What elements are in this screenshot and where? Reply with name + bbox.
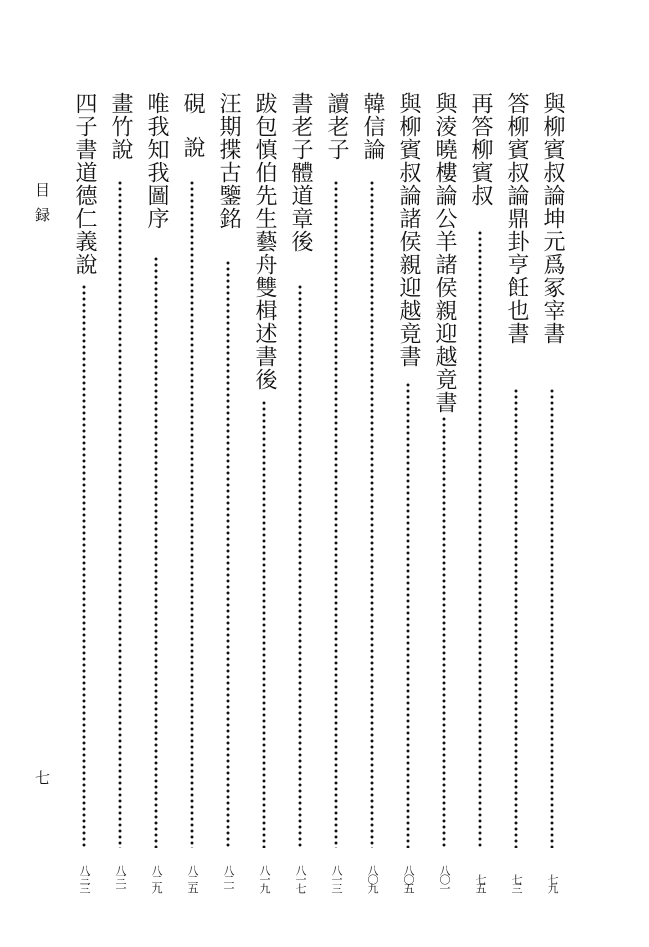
entry-title: 書老子體道章後 — [288, 92, 313, 253]
folio-page-number: 七 — [33, 770, 51, 785]
dot-leader — [406, 382, 410, 848]
entry-title: 唯我知我圖序 — [144, 92, 169, 230]
entry-page-number: 八一九 — [258, 865, 271, 892]
toc-entry[interactable] — [503, 92, 529, 892]
dot-leader — [82, 284, 86, 848]
entry-page-number: 八三一 — [114, 865, 127, 892]
toc-entry[interactable] — [143, 92, 169, 892]
toc-entry[interactable] — [395, 92, 421, 892]
dot-leader — [514, 388, 518, 848]
dot-leader — [190, 180, 194, 848]
entry-page-number: 七三 — [510, 874, 523, 892]
entry-page-number: 八二九 — [150, 865, 163, 892]
dot-leader — [334, 180, 338, 848]
dot-leader — [550, 388, 554, 848]
entry-title: 讀老子 — [324, 92, 349, 161]
entry-title: 四子書道德仁義說 — [72, 92, 97, 276]
toc-entry[interactable] — [323, 92, 349, 892]
entry-page-number: 八二五 — [186, 865, 199, 892]
entry-page-number: 八二一 — [222, 865, 235, 892]
entry-title: 韓信論 — [360, 92, 385, 161]
entry-title: 硯 說 — [180, 92, 205, 158]
entry-title: 汪期揲古鑒銘 — [216, 92, 241, 230]
entry-title: 再答柳賓叔 — [468, 92, 493, 207]
entry-page-number: 七九 — [546, 874, 559, 892]
toc-entry[interactable] — [467, 92, 493, 892]
dot-leader — [226, 260, 230, 848]
toc-entry[interactable] — [251, 92, 277, 892]
entry-page-number: 七五 — [474, 874, 487, 892]
dot-leader — [370, 180, 374, 848]
running-head: 目録 — [33, 182, 51, 232]
dot-leader — [262, 400, 266, 848]
entry-page-number: 八〇一 — [438, 865, 451, 892]
entry-title: 與柳賓叔論諸侯親迎越竟書 — [396, 92, 421, 368]
entry-title: 跋包慎伯先生藝舟雙楫述書後 — [252, 92, 277, 391]
entry-page-number: 八〇九 — [366, 865, 379, 892]
toc-entry[interactable] — [215, 92, 241, 892]
dot-leader — [478, 230, 482, 848]
dot-leader — [442, 416, 446, 848]
toc-entry[interactable] — [359, 92, 385, 892]
toc-entry[interactable] — [179, 92, 205, 892]
entry-title: 與淩曉樓論公羊諸侯親迎越竟書 — [432, 92, 457, 414]
entry-page-number: 八一三 — [330, 865, 343, 892]
dot-leader — [298, 284, 302, 848]
dot-leader — [154, 256, 158, 848]
toc-entry[interactable] — [71, 92, 97, 892]
entry-title: 答柳賓叔論鼎卦亨飪也書 — [504, 92, 529, 345]
toc-entry[interactable] — [539, 92, 565, 892]
dot-leader — [118, 180, 122, 848]
toc-entry[interactable] — [287, 92, 313, 892]
entry-page-number: 八三三 — [78, 865, 91, 892]
entry-title: 畫竹說 — [108, 92, 133, 161]
toc-entry[interactable] — [107, 92, 133, 892]
entry-page-number: 八〇五 — [402, 865, 415, 892]
entry-title: 與柳賓叔論坤元爲冢宰書 — [540, 92, 565, 345]
toc-entry[interactable] — [431, 92, 457, 892]
entry-page-number: 八一七 — [294, 865, 307, 892]
